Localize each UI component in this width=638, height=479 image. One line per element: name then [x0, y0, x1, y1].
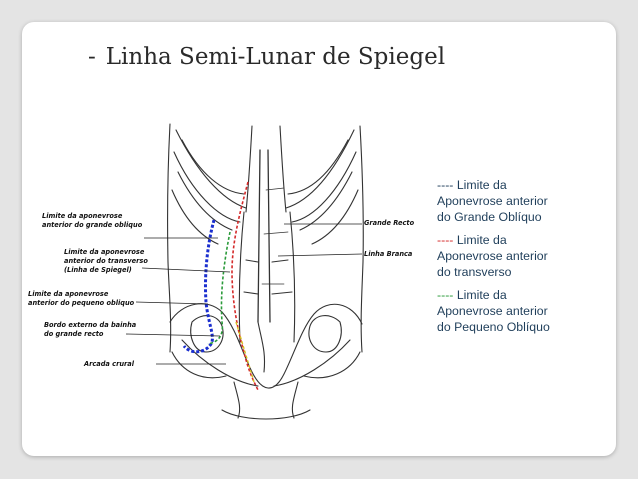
- leader-lines: [126, 224, 362, 364]
- torso-sketch: [168, 124, 364, 419]
- title-text: Linha Semi-Lunar de Spiegel: [105, 44, 446, 70]
- label-bordo-externo: Bordo externo da bainha do grande recto: [44, 321, 137, 338]
- legend: [437, 177, 550, 342]
- title-dash: -: [88, 44, 96, 70]
- red-limit-line: [232, 182, 258, 390]
- blue-limit-line: [184, 220, 214, 352]
- legend-item-grande-obliquo: ---- Limite da Aponevrose anterior do Grande Oblíquo: [437, 178, 548, 224]
- slide: [22, 22, 616, 456]
- label-limite-grande-obliquo: Limite da aponevrose anterior do grande obliquo: [42, 212, 143, 229]
- legend-item-transverso: ---- Limite da Aponevrose anterior do transverso: [437, 233, 548, 279]
- legend-dash-blue: ----: [437, 178, 454, 192]
- label-linha-branca: Linha Branca: [364, 250, 413, 258]
- legend-dash-green: ----: [437, 288, 454, 302]
- label-arcada-crural: Arcada crural: [84, 360, 134, 368]
- legend-item-pequeno-obliquo: ---- Limite da Aponevrose anterior do Pequeno Oblíquo: [437, 288, 550, 334]
- legend-dash-red: ----: [437, 233, 454, 247]
- label-limite-pequeno-obliquo: Limite da aponevrose anterior do pequeno obliquo: [28, 290, 135, 307]
- label-grande-recto: Grande Recto: [364, 219, 415, 227]
- green-limit-line: [208, 232, 230, 344]
- label-limite-transverso: Limite da aponevrose anterior do transverso (Linha de Spiegel): [64, 248, 148, 274]
